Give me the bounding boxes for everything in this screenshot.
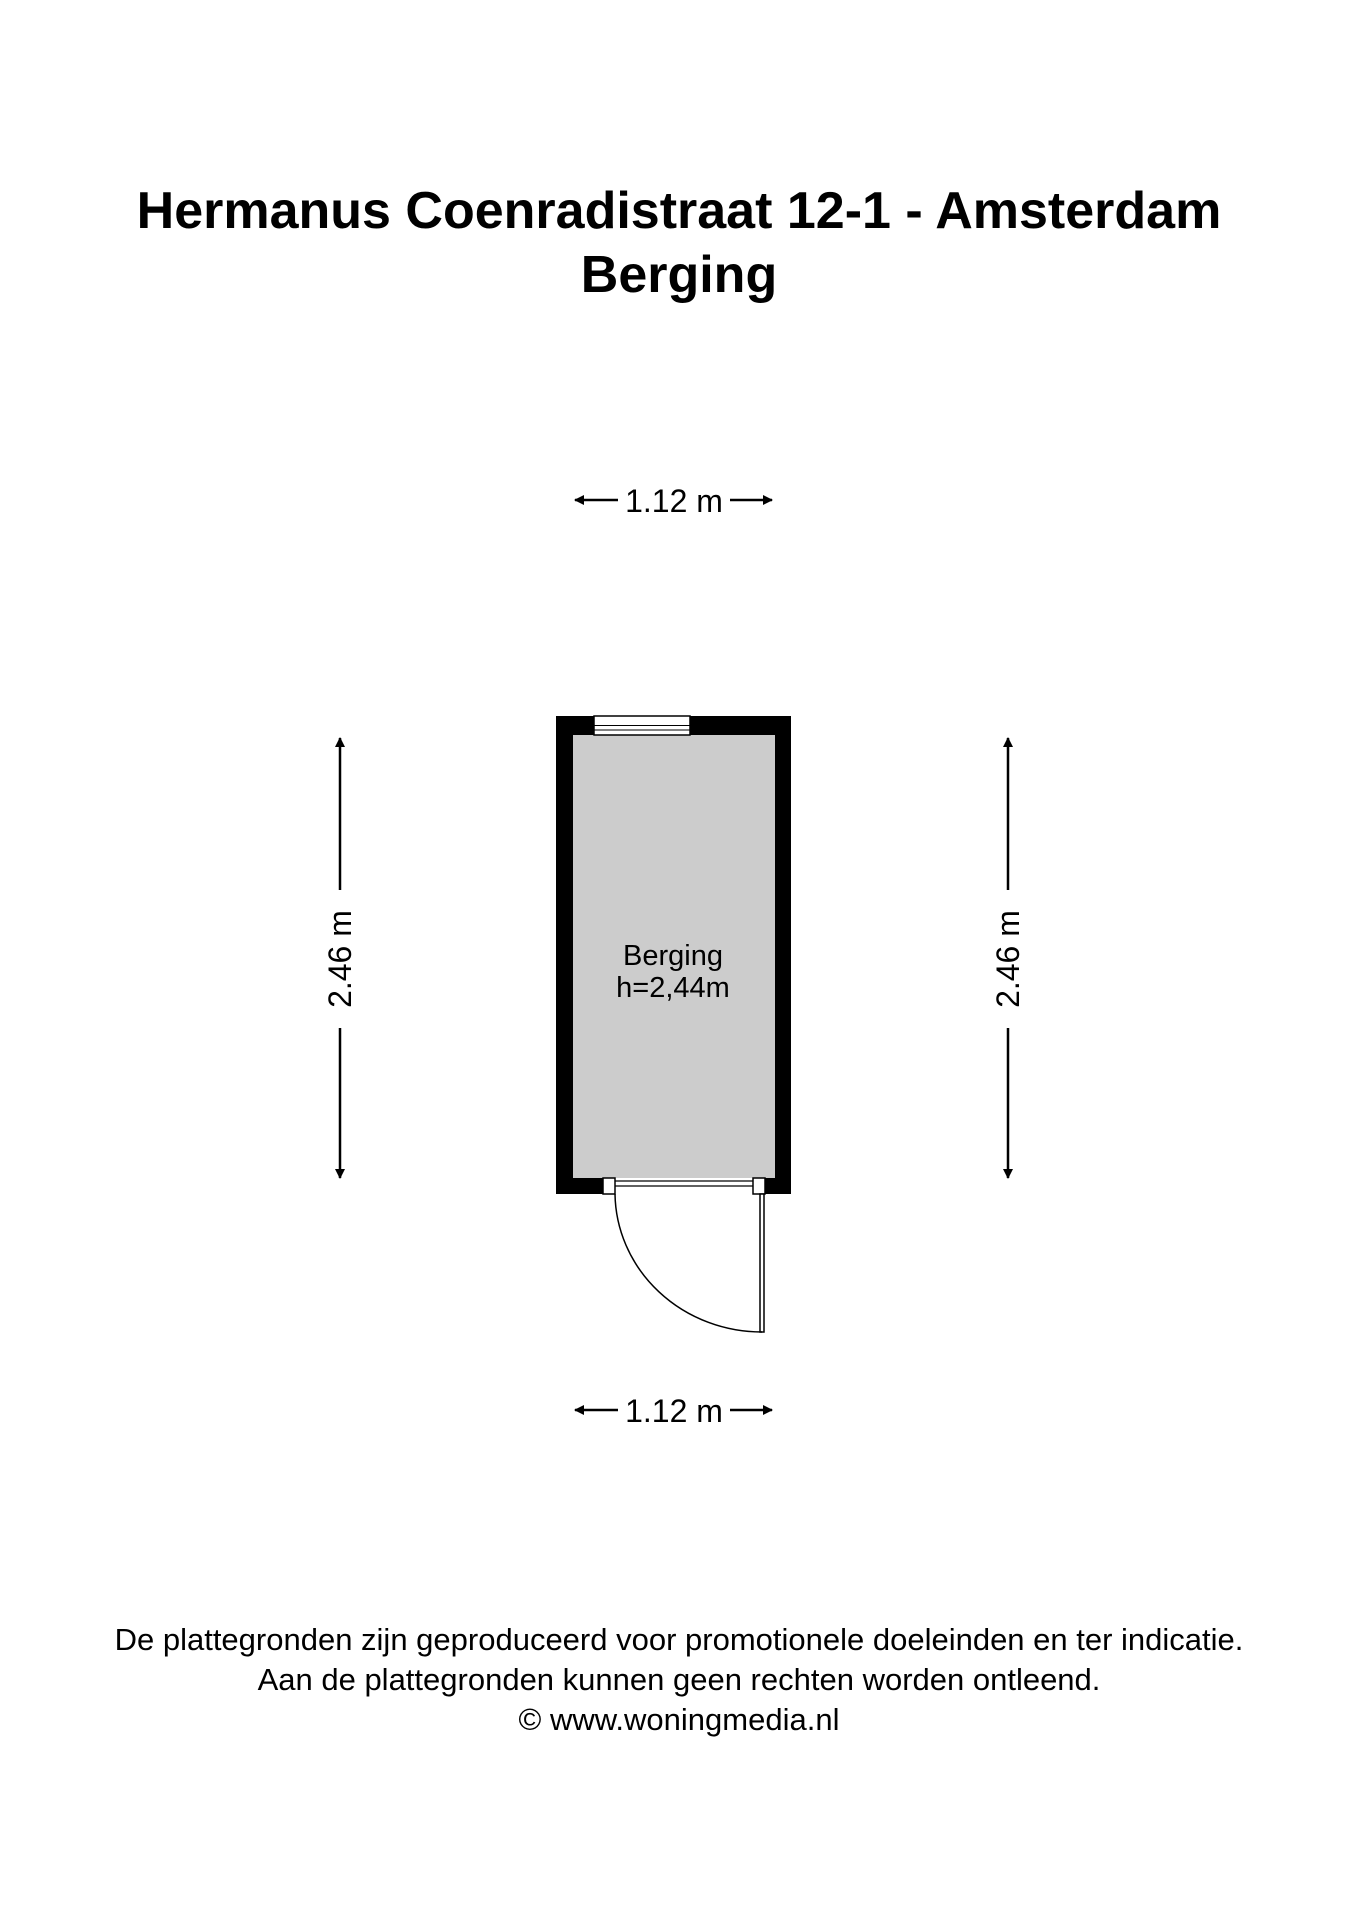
dimension-left-label: 2.46 m	[322, 910, 358, 1008]
disclaimer-line-1: De plattegronden zijn geproduceerd voor promotionele doeleinden en ter indicatie.	[114, 1622, 1244, 1657]
dimension-bottom-label: 1.12 m	[625, 1393, 723, 1429]
room-name-label: Berging	[623, 940, 723, 972]
disclaimer	[0, 1620, 1358, 1740]
page-subtitle: Berging	[580, 246, 778, 304]
disclaimer-line-2: Aan de plattegronden kunnen geen rechten worden ontleend.	[257, 1662, 1101, 1697]
dimension-bottom	[575, 1393, 772, 1429]
dimension-top-label: 1.12 m	[625, 483, 723, 519]
door-leaf	[760, 1194, 764, 1332]
dimension-right	[990, 738, 1026, 1178]
dimension-left	[322, 738, 358, 1178]
page-title: Hermanus Coenradistraat 12-1 - Amsterdam	[136, 182, 1222, 240]
window-top	[594, 716, 690, 735]
room-height-label: h=2,44m	[616, 972, 730, 1004]
door	[603, 1178, 765, 1332]
dimension-right-label: 2.46 m	[990, 910, 1026, 1008]
dimension-top	[575, 483, 772, 519]
copyright-line: © www.woningmedia.nl	[518, 1702, 840, 1737]
door-swing-arc	[615, 1194, 762, 1332]
